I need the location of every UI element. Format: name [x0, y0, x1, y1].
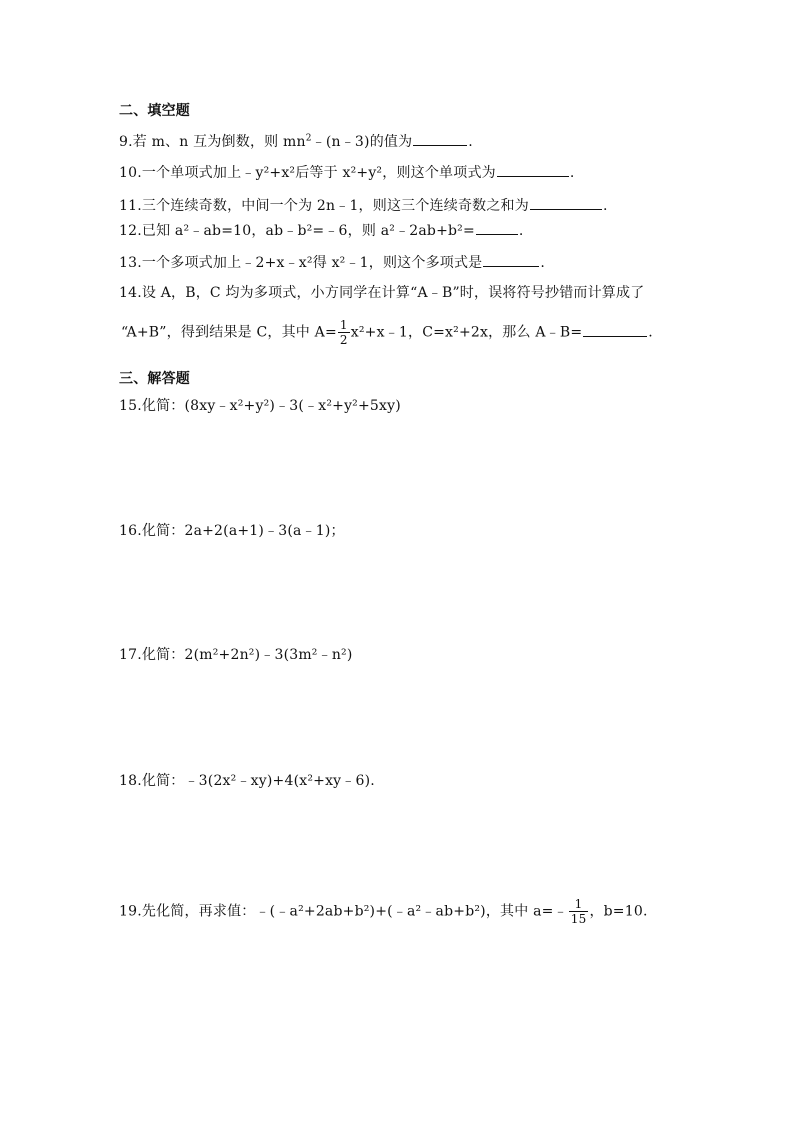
question-text: 若 m、n 互为倒数，则 mn [132, 134, 306, 150]
question-13 [119, 252, 545, 273]
question-end: . [569, 165, 575, 181]
question-number: 10. [119, 165, 142, 181]
question-number: 13. [119, 255, 142, 271]
question-text: 一个单项式加上﹣y²+x²后等于 x²+y²，则这个单项式为 [141, 165, 496, 181]
question-9 [119, 131, 473, 152]
exponent: 2 [305, 133, 312, 144]
question-end: . [602, 198, 608, 214]
question-number: 11. [119, 198, 142, 214]
question-text: 先化简，再求值：﹣(﹣a²+2ab+b²)+(﹣a²﹣ab+b²)，其中 a=﹣ [141, 903, 568, 920]
section-title: 三、解答题 [119, 371, 190, 387]
answer-blank[interactable] [476, 220, 518, 235]
question-text-cont: x²+x﹣1，C=x²+2x，那么 A﹣B= [350, 324, 583, 341]
question-text: 化简：2(m²+2n²)﹣3(3m²﹣n²) [141, 647, 353, 663]
section-heading-fill-in [119, 101, 190, 121]
question-number: 16. [119, 523, 142, 539]
question-text: 设 A，B，C 均为多项式，小方同学在计算“A﹣B”时，误将符号抄错而计算成了 [141, 285, 645, 301]
question-number: 18. [119, 773, 142, 789]
question-text: 化简：(8xy﹣x²+y²)﹣3(﹣x²+y²+5xy) [141, 398, 401, 414]
question-end: . [648, 324, 653, 341]
fraction-numerator: 1 [569, 897, 589, 912]
question-11 [119, 195, 608, 216]
answer-blank[interactable] [497, 162, 569, 177]
question-text-cont: ﹣(n﹣3)的值为 [311, 134, 413, 150]
question-15 [119, 396, 401, 416]
question-end: . [468, 134, 473, 150]
question-text: 已知 a²﹣ab=10，ab﹣b²=﹣6，则 a²﹣2ab+b²= [141, 223, 475, 239]
answer-blank[interactable] [583, 322, 647, 337]
answer-blank[interactable] [483, 252, 539, 267]
question-end: . [540, 255, 546, 271]
question-14-line-1 [119, 283, 644, 303]
section-heading-answer [119, 369, 190, 389]
question-17 [119, 645, 353, 665]
question-text: 化简：﹣3(2x²﹣xy)+4(x²+xy﹣6). [141, 773, 375, 789]
fraction [338, 318, 350, 347]
fraction [569, 897, 589, 926]
question-text: 一个多项式加上﹣2+x﹣x²得 x²﹣1，则这个多项式是 [141, 255, 483, 271]
fraction-denominator: 15 [570, 912, 587, 926]
question-12 [119, 220, 524, 241]
question-number: 19. [119, 903, 142, 920]
question-number: 12. [119, 223, 142, 239]
question-text: 化简：2a+2(a+1)﹣3(a﹣1)； [141, 523, 345, 539]
fraction-denominator: 2 [339, 333, 348, 347]
question-number: 14. [119, 285, 142, 301]
question-number: 15. [119, 398, 142, 414]
question-10 [119, 162, 575, 183]
question-text: “A+B”，得到结果是 C，其中 A= [121, 324, 337, 341]
question-number: 9. [119, 134, 133, 150]
question-16 [119, 521, 345, 541]
question-18 [119, 771, 375, 791]
question-text-cont: ，b=10. [589, 903, 648, 920]
answer-blank[interactable] [530, 195, 602, 210]
question-19 [119, 897, 648, 926]
question-text: 三个连续奇数，中间一个为 2n﹣1，则这三个连续奇数之和为 [141, 198, 529, 214]
question-number: 17. [119, 647, 142, 663]
answer-blank[interactable] [413, 131, 467, 146]
fraction-numerator: 1 [339, 318, 348, 332]
section-title: 二、填空题 [119, 103, 190, 119]
question-14-line-2 [121, 318, 653, 347]
question-end: . [518, 223, 524, 239]
